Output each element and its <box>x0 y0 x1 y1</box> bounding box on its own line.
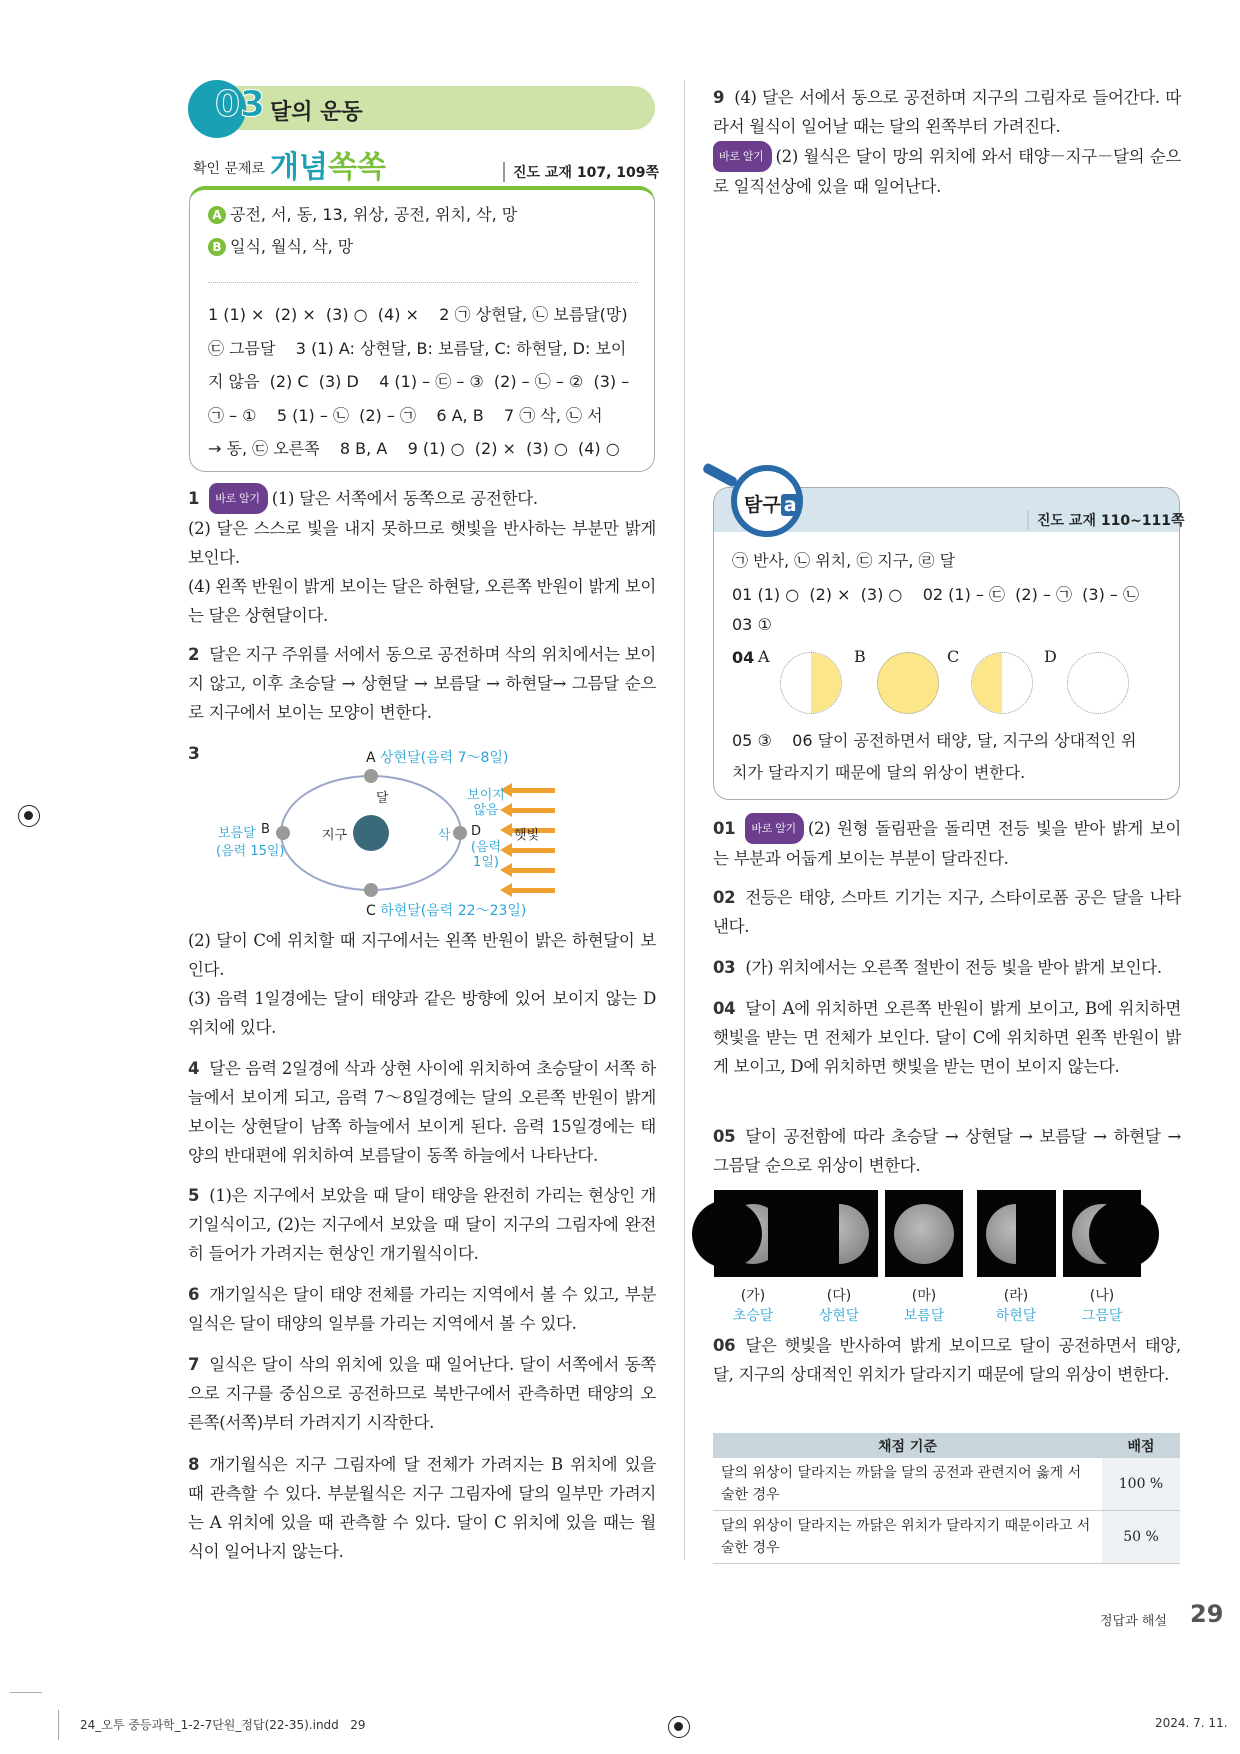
explanation-text: (4) 달은 서에서 동으로 공전하며 지구의 그림자로 들어간다. 따라서 월식이 일어날 때는 달의 왼쪽부터 가려진다. <box>713 88 1181 136</box>
moon-phase-d <box>1067 652 1129 714</box>
moon-label-c: C <box>947 647 960 666</box>
item-number: 05 <box>713 1127 736 1146</box>
item-number: 01 <box>713 819 736 838</box>
photo-label <box>1063 1286 1141 1326</box>
answer-line: 1 (1) × (2) × (3) ○ (4) × 2 ㉠ 상현달, ㉡ 보름달(망) <box>208 305 628 324</box>
explanation-7 <box>188 1350 656 1437</box>
photo-name: 하현달 <box>995 1308 1037 1324</box>
rubric-score: 50 % <box>1102 1511 1180 1564</box>
crop-mark <box>58 1710 59 1740</box>
item-number: 04 <box>713 999 736 1018</box>
moon-c-icon <box>364 883 378 897</box>
explanation-text: 달은 음력 2일경에 삭과 상현 사이에 위치하여 초승달이 서쪽 하늘에서 보이게 되고, 음력 7～8일경에는 달의 오른쪽 반원이 밝게 보이는 상현달이 남쪽 하늘에서 보이게 된다. 음력 15일경에는 태양의 반대편에 위치하여 보름달이 동쪽 하늘에서 나타난다. <box>188 1059 656 1165</box>
pos-b: B <box>261 822 270 837</box>
page-number: 29 <box>1190 1600 1224 1628</box>
first-quarter-label: 상현달(음력 7～8일) <box>380 750 509 766</box>
photo-code: (나) <box>1089 1288 1115 1304</box>
explanation-text: 달은 햇빛을 반사하여 밝게 보이므로 달이 공전하면서 태양, 달, 지구의 상대적인 위치가 달라지기 때문에 달의 위상이 변한다. <box>713 1336 1181 1384</box>
registration-mark-icon <box>18 805 40 827</box>
magnifier-handle-icon <box>702 462 738 488</box>
answer-a-text: 공전, 서, 동, 13, 위상, 공전, 위치, 삭, 망 <box>230 205 518 224</box>
inquiry-explanation-01 <box>713 813 1181 873</box>
column-divider <box>684 80 685 1560</box>
moon-photo-last-quarter <box>977 1190 1055 1277</box>
explanation-6 <box>188 1280 656 1338</box>
moon-a-icon <box>364 769 378 783</box>
inquiry-line: 03 ① <box>732 615 772 634</box>
correction-badge: 바로 알기 <box>713 141 772 172</box>
inquiry-explanation-02 <box>713 883 1181 941</box>
item-number: 9 <box>713 88 725 107</box>
answer-line: 지 않음 (2) C (3) D 4 (1) – ㉢ – ③ (2) – ㉡ – ② (3) – <box>208 372 630 391</box>
inquiry-explanation-03 <box>713 953 1181 982</box>
explanation-text: (가) 위치에서는 오른쪽 절반이 전등 빛을 받아 밝게 보인다. <box>745 958 1162 977</box>
concept-title-a: 개념 <box>270 150 328 185</box>
explanation-text: (1) 달은 서쪽에서 동쪽으로 공전한다. <box>271 489 538 508</box>
photo-name: 초승달 <box>732 1308 774 1324</box>
rubric-header-score: 배점 <box>1102 1433 1180 1458</box>
inquiry-line: 01 (1) ○ (2) × (3) ○ 02 (1) – ㉢ (2) – ㉠ (3) – ㉡ <box>732 585 1140 604</box>
item-number: 03 <box>713 958 736 977</box>
inquiry-title-text: 탐구 <box>744 494 781 516</box>
item-number: 8 <box>188 1455 200 1474</box>
inquiry-item-number: 04 <box>732 648 755 667</box>
earth-icon <box>353 815 389 851</box>
footer-filename: 24_오투 중등과학_1-2-7단원_정답(22-35).indd 29 <box>80 1718 366 1732</box>
section-title: 달의 운동 <box>270 100 363 125</box>
item-number: 5 <box>188 1186 200 1205</box>
pos-c: C <box>366 903 376 919</box>
inquiry-box <box>713 487 1180 800</box>
orbit-svg <box>188 740 656 920</box>
answer-lines <box>208 298 638 466</box>
explanation-text: 달은 지구 주위를 서에서 동으로 공전하며 삭의 위치에서는 보이지 않고, 이후 초승달 → 상현달 → 보름달 → 하현달→ 그믐달 순으로 지구에서 보이는 모양이 변한다. <box>188 645 656 722</box>
concept-answer-box <box>189 186 655 472</box>
footer-date: 2024. 7. 11. <box>1155 1716 1228 1730</box>
photo-name: 그믐달 <box>1081 1308 1123 1324</box>
item-number: 7 <box>188 1355 200 1374</box>
inquiry-letter: a <box>781 494 800 516</box>
item-number: 1 <box>188 489 200 508</box>
explanation-4 <box>188 1054 656 1170</box>
registration-mark-icon <box>668 1716 690 1738</box>
inquiry-explanation-05 <box>713 1122 1181 1180</box>
pos-a: A <box>366 750 376 766</box>
explanation-text: 달이 공전함에 따라 초승달 → 상현달 → 보름달 → 하현달 → 그믐달 순으로 위상이 변한다. <box>713 1127 1181 1175</box>
explanation-8 <box>188 1450 656 1566</box>
diagram-label-c <box>366 900 526 920</box>
moon-label-a: A <box>758 647 770 666</box>
divider <box>208 282 638 283</box>
item-number: 2 <box>188 645 200 664</box>
answer-line: → 동, ㉢ 오른쪽 8 B, A 9 (1) ○ (2) × (3) ○ (4) ○ <box>208 439 620 458</box>
inquiry-explanation-04 <box>713 994 1181 1081</box>
explanation-text: 일식은 달이 삭의 위치에 있을 때 일어난다. 달이 서쪽에서 동쪽으로 지구를 중심으로 공전하므로 북반구에서 관측하면 태양의 오른쪽(서쪽)부터 가려지기 시작한다. <box>188 1355 656 1432</box>
answer-a <box>208 198 638 232</box>
crop-mark <box>10 1692 42 1693</box>
explanation-3-2: (2) 달이 C에 위치할 때 지구에서는 왼쪽 반원이 밝은 하현달이 보인다. <box>188 931 656 979</box>
correction-badge: 바로 알기 <box>209 483 268 514</box>
inquiry-title <box>744 490 800 517</box>
explanation-text: (2) 원형 돌림판을 돌리면 전등 빛을 받아 밝게 보이는 부분과 어둡게 보이는 부분이 달라진다. <box>713 819 1181 868</box>
inquiry-reference: 진도 교재 110~111쪽 <box>1027 510 1185 530</box>
moon-photo-waning-crescent <box>1063 1190 1141 1277</box>
explanation-text: 전등은 태양, 스마트 기기는 지구, 스타이로폼 공은 달을 나타낸다. <box>713 888 1181 936</box>
rubric-table <box>713 1433 1180 1564</box>
answer-line: ㉠ – ① 5 (1) – ㉡ (2) – ㉠ 6 A, B 7 ㉠ 삭, ㉡ 서 <box>208 405 603 425</box>
photo-label <box>714 1286 792 1326</box>
item-number: 02 <box>713 888 736 907</box>
concept-reference: 진도 교재 107, 109쪽 <box>503 162 659 182</box>
pos-d: D <box>471 824 482 839</box>
moon-b-icon <box>276 826 290 840</box>
moon-phase-b <box>877 652 939 714</box>
item-number: 06 <box>713 1336 736 1355</box>
concept-title <box>270 142 386 186</box>
rubric-header-criteria: 채점 기준 <box>713 1433 1102 1458</box>
last-quarter-label: 하현달(음력 22～23일) <box>380 903 527 919</box>
explanation-3-3: (3) 음력 1일경에는 달이 태양과 같은 방향에 있어 보이지 않는 D 위치에 있다. <box>188 989 656 1037</box>
photo-code: (가) <box>740 1288 766 1304</box>
moon-label-d: D <box>1044 647 1057 666</box>
moon-photo-first-quarter <box>800 1190 878 1277</box>
earth-label: 지구 <box>322 828 348 843</box>
footer-section: 정답과 해설 <box>1100 1614 1167 1629</box>
rubric-score: 100 % <box>1102 1458 1180 1511</box>
moon-d-icon <box>453 826 467 840</box>
inquiry-line: 치가 달라지기 때문에 달의 위상이 변한다. <box>732 763 1026 782</box>
explanation-text: 개기일식은 달이 태양 전체를 가리는 지역에서 볼 수 있고, 부분일식은 달이 태양의 일부를 가리는 지역에서 볼 수 있다. <box>188 1285 656 1333</box>
explanation-text: (1)은 지구에서 보았을 때 달이 태양을 완전히 가리는 현상인 개기일식이고, (2)는 지구에서 보았을 때 달이 지구의 그림자에 완전히 들어가 가려지는 현상인 개기월식이다. <box>188 1186 656 1263</box>
answer-b <box>208 230 638 264</box>
moon-phase-c <box>971 652 1033 714</box>
photo-name: 상현달 <box>818 1308 860 1324</box>
rubric-criteria: 달의 위상이 달라지는 까닭을 달의 공전과 관련지어 옳게 서술한 경우 <box>713 1458 1102 1511</box>
item-number: 6 <box>188 1285 200 1304</box>
photo-label <box>885 1286 963 1326</box>
full-moon-date: (음력 15일) <box>216 844 285 859</box>
concept-prefix: 확인 문제로 <box>193 161 266 177</box>
explanation-text: 개기월식은 지구 그림자에 달 전체가 가려지는 B 위치에 있을 때 관측할 수 있다. 부분월식은 지구 그림자에 달의 일부만 가려지는 A 위치에 있을 때 관측할 수 있다. 달이 C 위치에 있을 때는 월식이 일어나지 않는다. <box>188 1455 656 1561</box>
item-number: 3 <box>188 744 200 764</box>
item-number: 4 <box>188 1059 200 1078</box>
b-badge: B <box>208 238 226 256</box>
explanation-text: (4) 왼쪽 반원이 밝게 보이는 달은 하현달, 오른쪽 반원이 밝게 보이는 달은 상현달이다. <box>188 577 656 625</box>
rubric-criteria: 달의 위상이 달라지는 까닭은 위치가 달라지기 때문이라고 서술한 경우 <box>713 1511 1102 1564</box>
explanation-text: 달이 A에 위치하면 오른쪽 반원이 밝게 보이고, B에 위치하면 햇빛을 받는 면 전체가 보인다. 달이 C에 위치하면 왼쪽 반원이 밝게 보이고, D에 위치하면 햇빛을 받는 면이 보이지 않는다. <box>713 999 1181 1076</box>
diagram-label-a <box>366 747 508 767</box>
full-moon-label: 보름달 <box>218 826 256 841</box>
explanation-1 <box>188 483 656 630</box>
explanation-text: (2) 월식은 달이 망의 위치에 와서 태양－지구－달의 순으로 일직선상에 있을 때 일어난다. <box>713 147 1181 196</box>
photo-label <box>800 1286 878 1326</box>
inquiry-explanation-06 <box>713 1331 1181 1389</box>
table-row <box>713 1511 1180 1564</box>
table-row <box>713 1458 1180 1511</box>
correction-badge: 바로 알기 <box>745 813 804 844</box>
photo-code: (다) <box>826 1288 852 1304</box>
section-number: 03 <box>215 84 266 125</box>
invisible-label: 보이지 않음 <box>467 788 505 818</box>
inquiry-line: 05 ③ 06 달이 공전하면서 태양, 달, 지구의 상대적인 위 <box>732 731 1137 750</box>
answer-line: ㉢ 그믐달 3 (1) A: 상현달, B: 보름달, C: 하현달, D: 보이 <box>208 338 627 358</box>
moon-label: 달 <box>376 791 389 806</box>
new-moon-label: 삭 <box>438 828 451 843</box>
photo-label <box>977 1286 1055 1326</box>
photo-name: 보름달 <box>903 1308 945 1324</box>
explanation-2 <box>188 640 656 727</box>
concept-title-b: 쏙쏙 <box>327 150 386 185</box>
sunlight-label: 햇빛 <box>514 828 540 843</box>
moon-label-b: B <box>854 647 866 666</box>
a-badge: A <box>208 206 226 224</box>
explanation-text: (2) 달은 스스로 빛을 내지 못하므로 햇빛을 반사하는 부분만 밝게 보인다. <box>188 519 656 567</box>
explanation-9 <box>713 83 1181 201</box>
explanation-5 <box>188 1181 656 1268</box>
moon-photo-full <box>885 1190 963 1277</box>
inquiry-line: ㉠ 반사, ㉡ 위치, ㉢ 지구, ㉣ 달 <box>732 551 956 570</box>
photo-code: (마) <box>911 1288 937 1304</box>
answer-b-text: 일식, 월식, 삭, 망 <box>230 237 354 256</box>
new-moon-date: (음력 1일) <box>470 840 502 870</box>
moon-phase-a <box>780 652 842 714</box>
moon-orbit-diagram <box>188 740 656 920</box>
photo-code: (라) <box>1003 1288 1029 1304</box>
